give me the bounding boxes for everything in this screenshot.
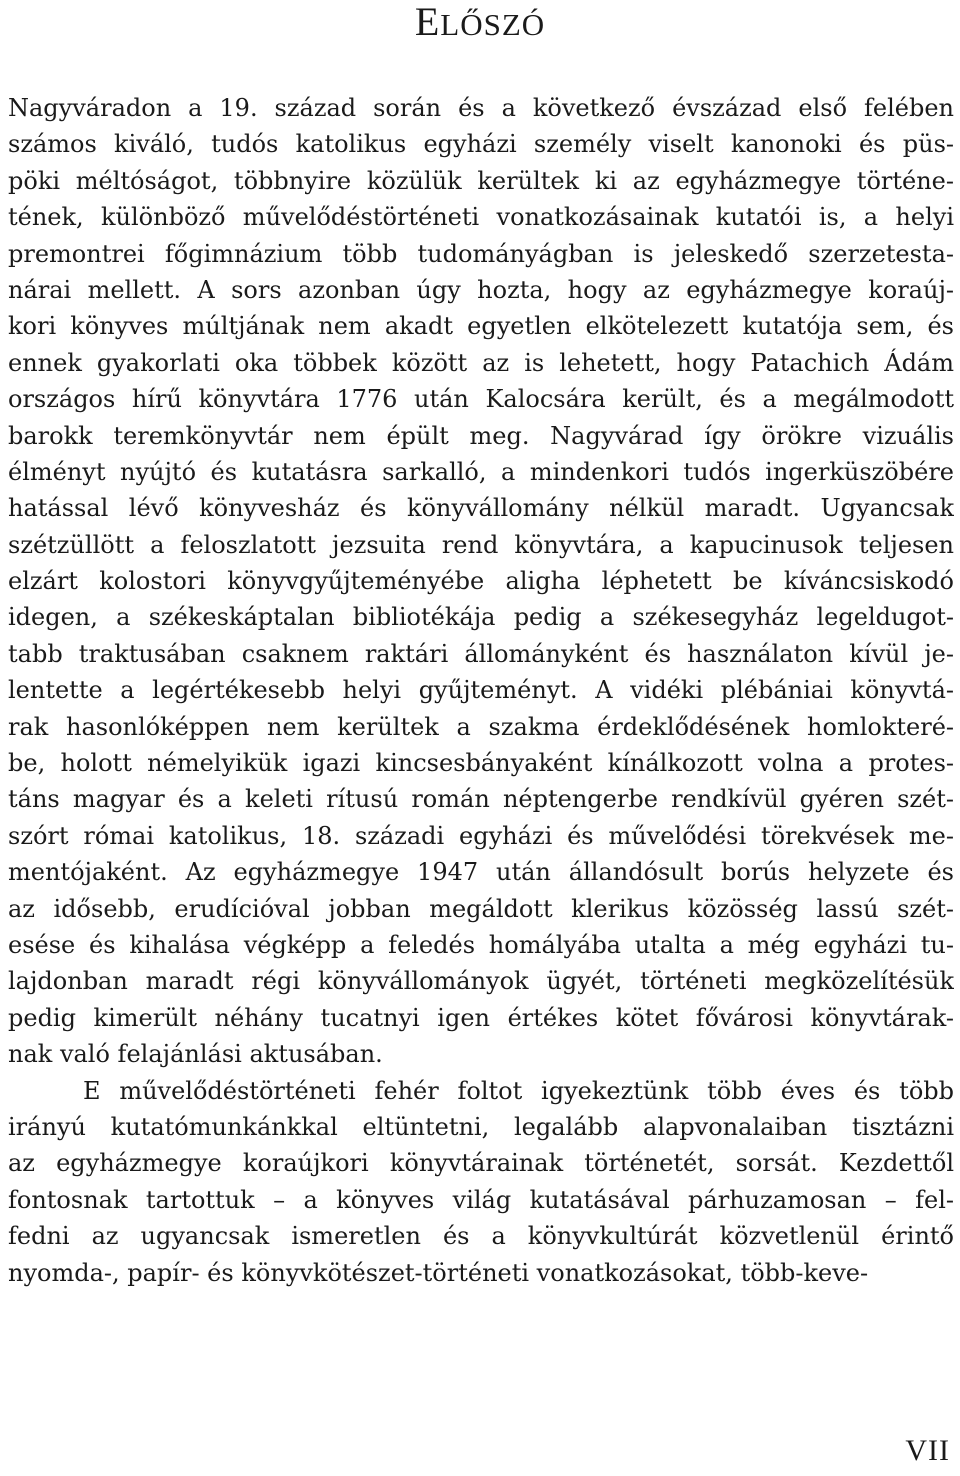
text-line: irányú kutatómunkánkkal eltüntetni, legalább alapvonalaiban tisztázni: [8, 1112, 954, 1141]
page-number: VII: [905, 1434, 950, 1467]
text-line: Nagyváradon a 19. század során és a következő évszázad első felében: [8, 94, 954, 122]
text-line: fedni az ugyancsak ismeretlen és a könyvkultúrát közvetlenül érintő: [8, 1222, 954, 1251]
text-line: rak hasonlóképpen nem kerültek a szakma érdeklődésének homlokteré-: [8, 712, 954, 741]
text-line: táns magyar és a keleti rítusú román néptengerbe rendkívül gyéren szét-: [8, 785, 954, 814]
text-line: idegen, a székeskáptalan bibliotékája pedig a székesegyház legeldugot-: [8, 603, 954, 632]
body-text: [8, 90, 954, 1291]
page-title: [0, 2, 960, 45]
text-line: nárai mellett. A sors azonban úgy hozta, hogy az egyházmegye koraúj-: [8, 275, 954, 304]
text-line: az egyházmegye koraújkori könyvtárainak történetét, sorsát. Kezdettől: [8, 1149, 954, 1178]
text-line: országos hírű könyvtára 1776 után Kalocsára került, és a megálmodott: [8, 385, 954, 414]
text-line: pöki méltóságot, többnyire közülük kerültek ki az egyházmegye történe-: [8, 166, 954, 195]
text-line: kori könyves múltjának nem akadt egyetlen elkötelezett kutatója sem, és: [8, 312, 954, 341]
text-line: pedig kimerült néhány tucatnyi igen értékes kötet fővárosi könyvtárak-: [8, 1003, 954, 1032]
text-line: lajdonban maradt régi könyvállományok ügyét, történeti megközelítésük: [8, 967, 954, 996]
text-line: számos kiváló, tudós katolikus egyházi személy viselt kanonoki és püs-: [8, 130, 954, 159]
title-rest: LŐSZÓ: [440, 7, 546, 42]
text-line: ennek gyakorlati oka többek között az is lehetett, hogy Patachich Ádám: [8, 348, 954, 377]
text-line: fontosnak tartottuk – a könyves világ kutatásával párhuzamosan – fel-: [8, 1185, 954, 1214]
text-line: tének, különböző művelődéstörténeti vonatkozásainak kutatói is, a helyi: [8, 203, 954, 232]
text-line: esése és kihalása végképp a feledés homályába utalta a még egyházi tu-: [8, 930, 954, 959]
text-line: tabb traktusában csaknem raktári állományként és használaton kívül je-: [8, 639, 954, 668]
text-line: premontrei főgimnázium több tudományágban is jeleskedő szerzetesta-: [8, 239, 954, 268]
text-line: szórt római katolikus, 18. századi egyházi és művelődési törekvések me-: [8, 821, 954, 850]
text-line: barokk teremkönyvtár nem épült meg. Nagyvárad így örökre vizuális: [8, 421, 954, 450]
text-line: az idősebb, erudícióval jobban megáldott klerikus közösség lassú szét-: [8, 894, 954, 923]
text-line: be, holott némelyikük igazi kincsesbányaként kínálkozott volna a protes-: [8, 749, 954, 778]
paragraph-1: [8, 90, 954, 1073]
text-line: élményt nyújtó és kutatásra sarkalló, a mindenkori tudós ingerküszöbére: [8, 457, 954, 486]
text-line: nyomda-, papír- és könyvkötészet-történeti vonatkozásokat, több-keve-: [8, 1258, 869, 1287]
text-line: mentójaként. Az egyházmegye 1947 után állandósult borús helyzete és: [8, 858, 954, 887]
text-line: elzárt kolostori könyvgyűjteményébe aligha léphetett be kíváncsiskodó: [8, 567, 954, 596]
text-line: E művelődéstörténeti fehér foltot igyekeztünk több éves és több: [83, 1076, 954, 1105]
text-line: lentette a legértékesebb helyi gyűjteményt. A vidéki plébániai könyvtá-: [8, 676, 954, 705]
text-line: szétzüllött a feloszlatott jezsuita rend könyvtára, a kapucinusok teljesen: [8, 530, 954, 559]
text-line: nak való felajánlási aktusában.: [8, 1040, 383, 1069]
paragraph-2: [8, 1073, 954, 1291]
text-line: hatással lévő könyvesház és könyvállomány nélkül maradt. Ugyancsak: [8, 494, 954, 523]
title-initial: E: [414, 0, 441, 44]
